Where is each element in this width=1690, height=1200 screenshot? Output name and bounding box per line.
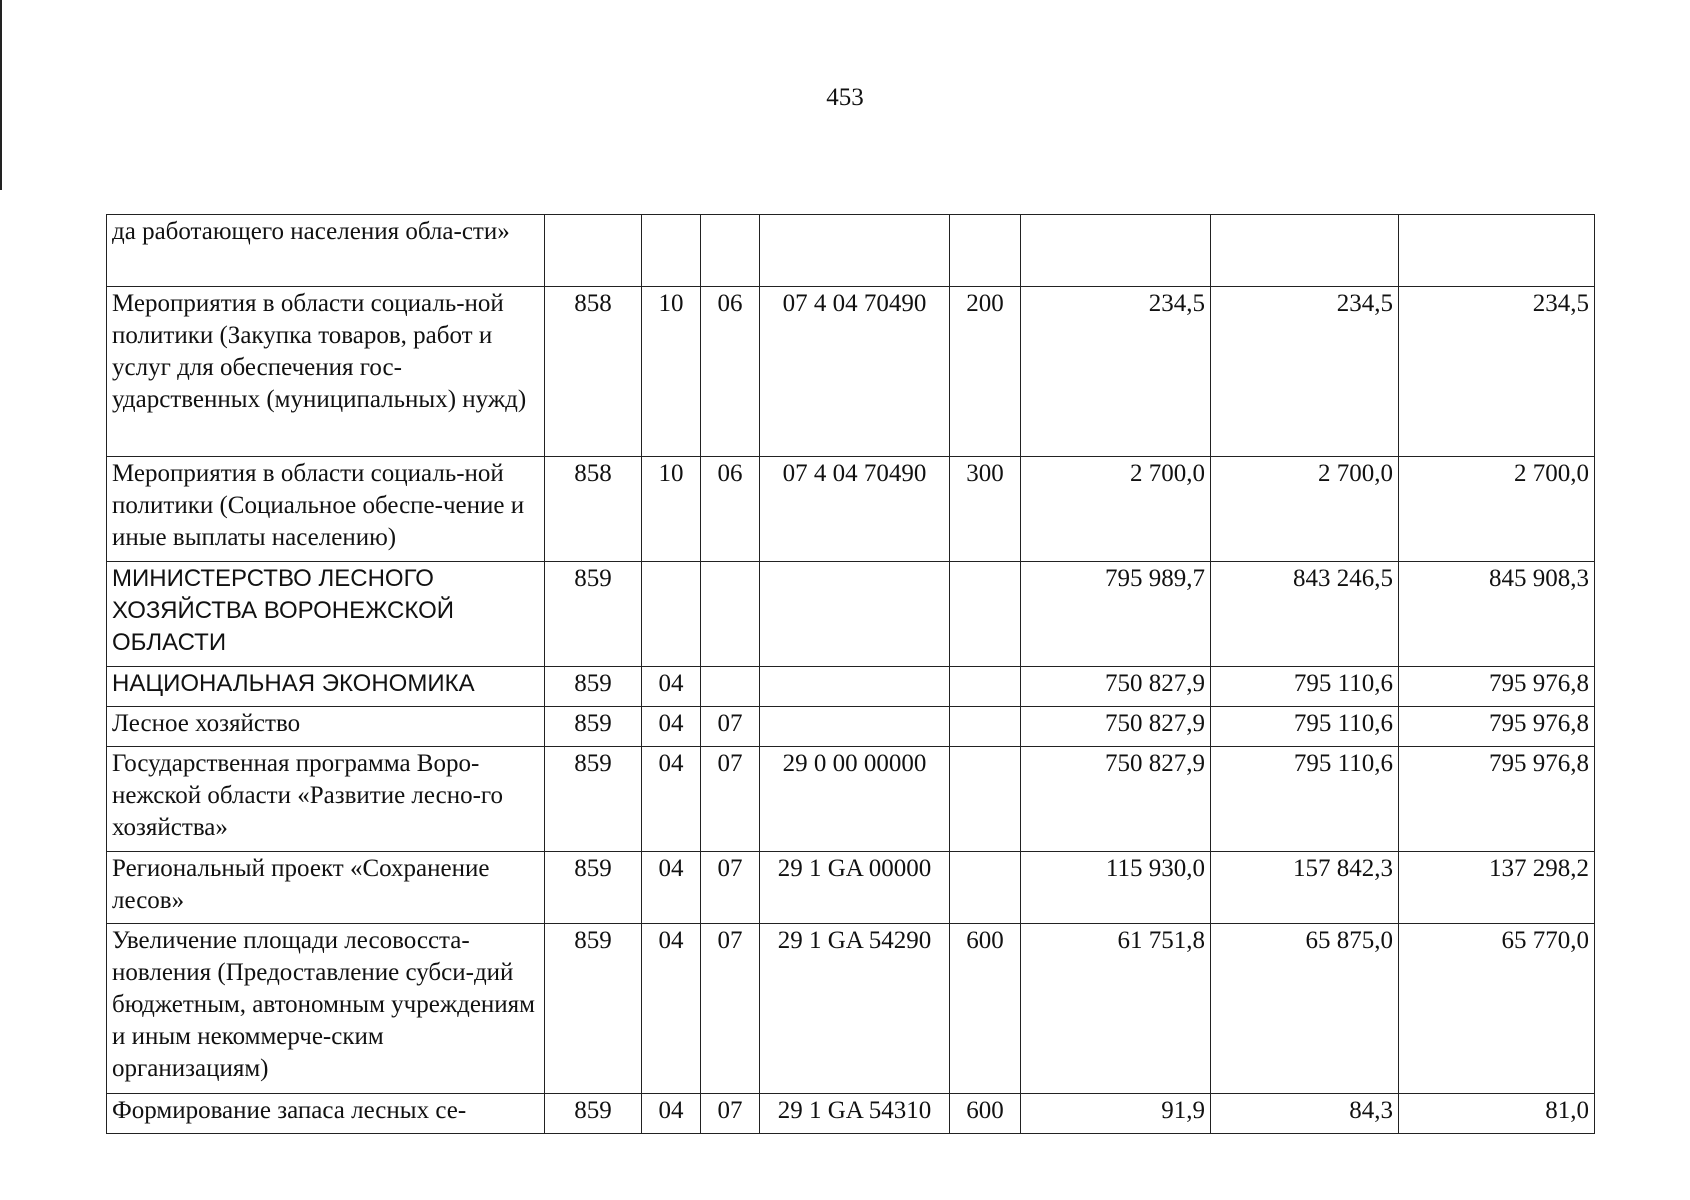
table-row <box>107 707 1595 747</box>
expense-type-code: 600 <box>950 1094 1021 1134</box>
amount-year-3: 795 976,8 <box>1399 707 1595 747</box>
amount-year-2: 234,5 <box>1211 287 1399 457</box>
row-name: Мероприятия в области социаль-ной политики (Социальное обеспе-чение и иные выплаты населению) <box>107 457 545 562</box>
table-row <box>107 562 1595 667</box>
amount-year-1: 115 930,0 <box>1021 852 1211 924</box>
section-code: 04 <box>642 667 701 707</box>
amount-year-3: 845 908,3 <box>1399 562 1595 667</box>
amount-year-2: 2 700,0 <box>1211 457 1399 562</box>
gov-code: 859 <box>545 924 642 1094</box>
amount-year-1: 750 827,9 <box>1021 707 1211 747</box>
subsection-code: 07 <box>701 707 760 747</box>
row-name: Региональный проект «Сохранение лесов» <box>107 852 545 924</box>
section-code: 10 <box>642 287 701 457</box>
amount-year-3: 795 976,8 <box>1399 667 1595 707</box>
expense-type-code: 200 <box>950 287 1021 457</box>
amount-year-3: 137 298,2 <box>1399 852 1595 924</box>
amount-year-2: 843 246,5 <box>1211 562 1399 667</box>
amount-year-1 <box>1021 215 1211 287</box>
gov-code: 859 <box>545 562 642 667</box>
amount-year-3 <box>1399 215 1595 287</box>
subsection-code: 06 <box>701 287 760 457</box>
table-row <box>107 747 1595 852</box>
section-code: 04 <box>642 924 701 1094</box>
target-article-code: 29 1 GA 00000 <box>760 852 950 924</box>
table-row <box>107 457 1595 562</box>
target-article-code <box>760 707 950 747</box>
amount-year-1: 750 827,9 <box>1021 747 1211 852</box>
section-code: 04 <box>642 852 701 924</box>
subsection-code: 07 <box>701 852 760 924</box>
table-row <box>107 924 1595 1094</box>
gov-code: 858 <box>545 287 642 457</box>
section-code: 10 <box>642 457 701 562</box>
amount-year-1: 795 989,7 <box>1021 562 1211 667</box>
expense-type-code <box>950 852 1021 924</box>
row-name: Мероприятия в области социаль-ной политики (Закупка товаров, работ и услуг для обеспечения гос-ударственных (муниципальных) нужд) <box>107 287 545 457</box>
table-row <box>107 215 1595 287</box>
target-article-code <box>760 562 950 667</box>
amount-year-1: 234,5 <box>1021 287 1211 457</box>
table-row <box>107 667 1595 707</box>
amount-year-1: 750 827,9 <box>1021 667 1211 707</box>
row-name: Лесное хозяйство <box>107 707 545 747</box>
expense-type-code: 300 <box>950 457 1021 562</box>
subsection-code <box>701 667 760 707</box>
section-code: 04 <box>642 707 701 747</box>
amount-year-2: 157 842,3 <box>1211 852 1399 924</box>
expense-type-code <box>950 747 1021 852</box>
amount-year-1: 61 751,8 <box>1021 924 1211 1094</box>
subsection-code: 07 <box>701 747 760 852</box>
section-code: 04 <box>642 747 701 852</box>
amount-year-3: 81,0 <box>1399 1094 1595 1134</box>
gov-code: 859 <box>545 852 642 924</box>
table-row <box>107 1094 1595 1134</box>
subsection-code <box>701 215 760 287</box>
row-name: да работающего населения обла-сти» <box>107 215 545 287</box>
table-row <box>107 852 1595 924</box>
expense-type-code: 600 <box>950 924 1021 1094</box>
section-code <box>642 562 701 667</box>
expense-type-code <box>950 562 1021 667</box>
subsection-code: 07 <box>701 924 760 1094</box>
gov-code: 858 <box>545 457 642 562</box>
target-article-code: 29 1 GA 54290 <box>760 924 950 1094</box>
target-article-code: 07 4 04 70490 <box>760 457 950 562</box>
expense-type-code <box>950 667 1021 707</box>
amount-year-2 <box>1211 215 1399 287</box>
gov-code: 859 <box>545 707 642 747</box>
amount-year-2: 795 110,6 <box>1211 747 1399 852</box>
target-article-code: 29 1 GA 54310 <box>760 1094 950 1134</box>
gov-code: 859 <box>545 747 642 852</box>
table-row <box>107 287 1595 457</box>
section-code: 04 <box>642 1094 701 1134</box>
target-article-code: 29 0 00 00000 <box>760 747 950 852</box>
gov-code <box>545 215 642 287</box>
amount-year-2: 65 875,0 <box>1211 924 1399 1094</box>
budget-table <box>106 214 1595 1134</box>
row-name: МИНИСТЕРСТВО ЛЕСНОГО ХОЗЯЙСТВА ВОРОНЕЖСКОЙ ОБЛАСТИ <box>107 562 545 667</box>
row-name: Увеличение площади лесовосста-новления (Предоставление субси-дий бюджетным, автономным учреждениям и иным некоммерче-ским организациям) <box>107 924 545 1094</box>
subsection-code <box>701 562 760 667</box>
gov-code: 859 <box>545 1094 642 1134</box>
section-code <box>642 215 701 287</box>
expense-type-code <box>950 707 1021 747</box>
amount-year-1: 91,9 <box>1021 1094 1211 1134</box>
row-name: НАЦИОНАЛЬНАЯ ЭКОНОМИКА <box>107 667 545 707</box>
gov-code: 859 <box>545 667 642 707</box>
amount-year-2: 84,3 <box>1211 1094 1399 1134</box>
subsection-code: 07 <box>701 1094 760 1134</box>
amount-year-1: 2 700,0 <box>1021 457 1211 562</box>
expense-type-code <box>950 215 1021 287</box>
target-article-code <box>760 667 950 707</box>
amount-year-3: 65 770,0 <box>1399 924 1595 1094</box>
row-name: Государственная программа Воро-нежской области «Развитие лесно-го хозяйства» <box>107 747 545 852</box>
row-name: Формирование запаса лесных се- <box>107 1094 545 1134</box>
amount-year-2: 795 110,6 <box>1211 667 1399 707</box>
amount-year-3: 795 976,8 <box>1399 747 1595 852</box>
page-number: 453 <box>826 84 864 111</box>
target-article-code: 07 4 04 70490 <box>760 287 950 457</box>
amount-year-3: 2 700,0 <box>1399 457 1595 562</box>
subsection-code: 06 <box>701 457 760 562</box>
amount-year-2: 795 110,6 <box>1211 707 1399 747</box>
amount-year-3: 234,5 <box>1399 287 1595 457</box>
target-article-code <box>760 215 950 287</box>
